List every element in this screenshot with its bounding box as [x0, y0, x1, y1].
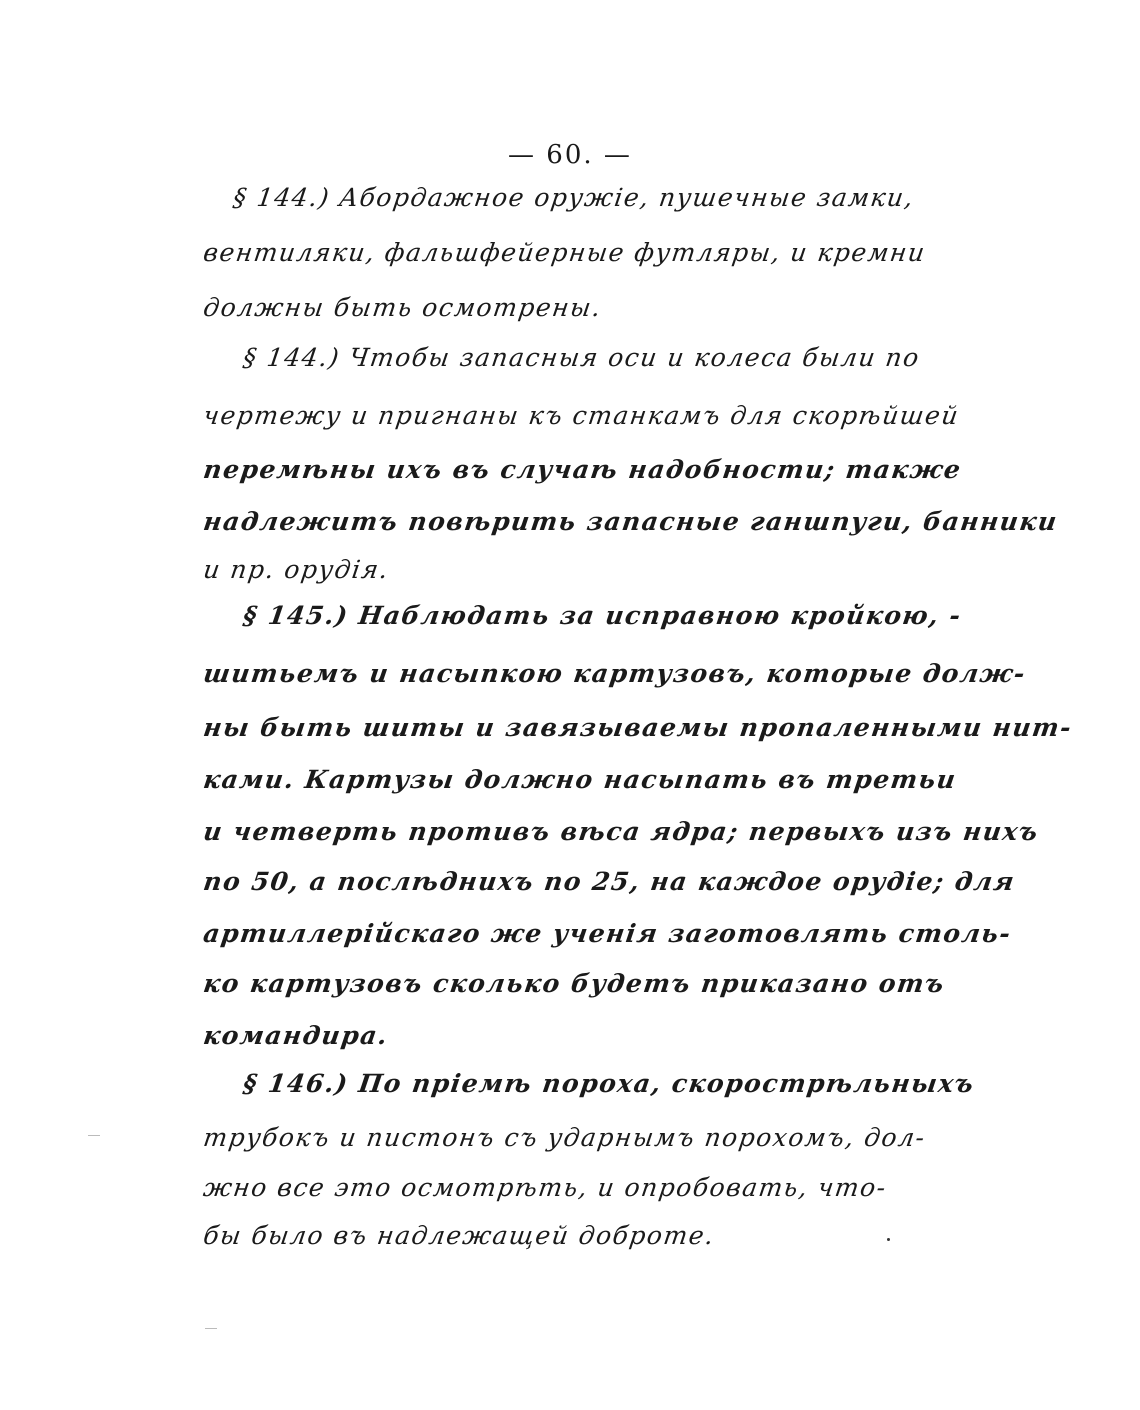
text-line: и пр. орудія. [201, 555, 392, 584]
text-line: вентиляки, фальшфейерные футляры, и кремни [201, 238, 928, 267]
text-line: трубокъ и пистонъ съ ударнымъ порохомъ, дол- [201, 1123, 928, 1152]
text-line: шитьемъ и насыпкою картузовъ, которые долж- [201, 659, 1028, 688]
text-line: § 144.) Абордажное оружіе, пушечные замки, [231, 183, 917, 212]
text-line: ко картузовъ сколько будетъ приказано отъ [201, 969, 947, 998]
text-line: ны быть шиты и завязываемы пропаленными нит- [201, 713, 1075, 742]
ink-dot [887, 1238, 890, 1241]
text-line: по 50, а послѣднихъ по 25, на каждое орудіе; для [201, 867, 1018, 896]
text-line: ками. Картузы должно насыпать въ третьи [201, 765, 959, 794]
margin-mark [205, 1328, 217, 1329]
text-line: должны быть осмотрены. [201, 293, 604, 322]
text-line: § 145.) Наблюдать за исправною кройкою, - [241, 601, 964, 630]
text-line: чертежу и пригнаны къ станкамъ для скорѣйшей [201, 401, 962, 430]
text-line: перемѣны ихъ въ случаѣ надобности; также [201, 455, 964, 484]
text-line: бы было въ надлежащей доброте. [201, 1221, 717, 1250]
text-line: § 146.) По пріемѣ пороха, скорострѣльныхъ [241, 1069, 977, 1098]
text-line: артиллерійскаго же ученія заготовлять столь- [201, 919, 1014, 948]
text-line: жно все это осмотрѣть, и опробовать, что- [201, 1173, 889, 1202]
page-number: — 60. — [508, 140, 632, 170]
text-line: надлежитъ повѣрить запасные ганшпуги, банники [201, 507, 1060, 536]
text-line: § 144.) Чтобы запасныя оси и колеса были по [241, 343, 922, 372]
margin-mark [88, 1135, 100, 1136]
text-line: и четверть противъ вѣса ядра; первыхъ изъ нихъ [201, 817, 1041, 846]
text-line: командира. [201, 1021, 391, 1050]
